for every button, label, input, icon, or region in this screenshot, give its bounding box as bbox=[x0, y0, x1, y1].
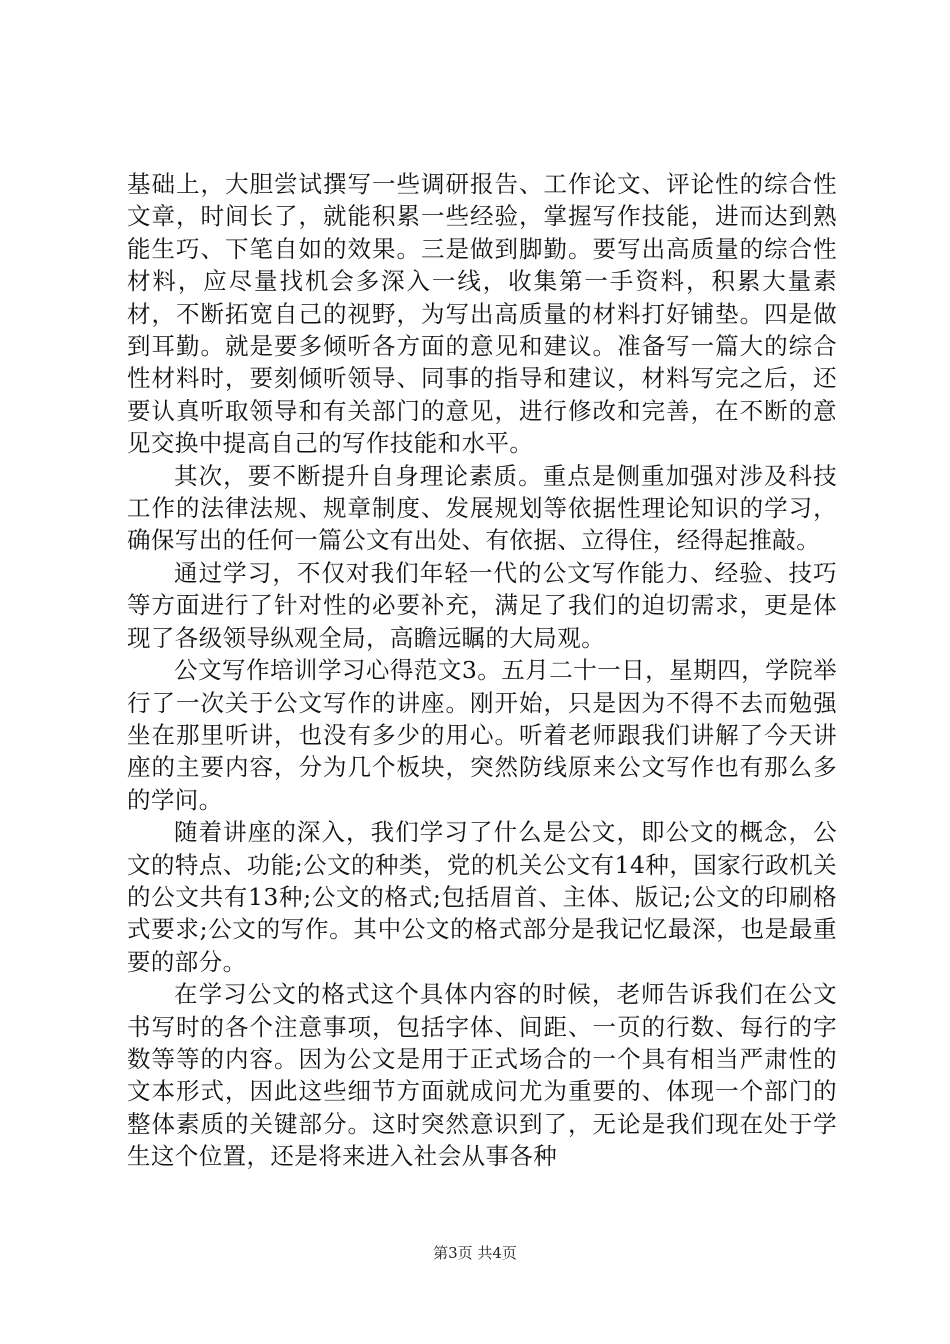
paragraph-5: 随着讲座的深入，我们学习了什么是公文，即公文的概念，公文的特点、功能;公文的种类，党的机关公文有14种，国家行政机关的公文共有13种;公文的格式;包括眉首、主体、版记;公文的印刷格式要求;公文的写作。其中公文的格式部分是我记忆最深，也是最重要的部分。 bbox=[127, 818, 837, 976]
paragraph-6: 在学习公文的格式这个具体内容的时候，老师告诉我们在公文书写时的各个注意事项，包括字体、间距、一页的行数、每行的字数等等的内容。因为公文是用于正式场合的一个具有相当严肃性的文本形式，因此这些细节方面就成问尤为重要的、体现一个部门的整体素质的关键部分。这时突然意识到了，无论是我们现在处于学生这个位置，还是将来进入社会从事各种 bbox=[127, 980, 837, 1171]
paragraph-1: 基础上，大胆尝试撰写一些调研报告、工作论文、评论性的综合性文章，时间长了，就能积累一些经验，掌握写作技能，进而达到熟能生巧、下笔自如的效果。三是做到脚勤。要写出高质量的综合性材料，应尽量找机会多深入一线，收集第一手资料，积累大量素材，不断拓宽自己的视野，为写出高质量的材料打好铺垫。四是做到耳勤。就是要多倾听各方面的意见和建议。准备写一篇大的综合性材料时，要刻倾听领导、同事的指导和建议，材料写完之后，还要认真听取领导和有关部门的意见，进行修改和完善，在不断的意见交换中提高自己的写作技能和水平。 bbox=[127, 170, 837, 458]
paragraph-2: 其次，要不断提升自身理论素质。重点是侧重加强对涉及科技工作的法律法规、规章制度、发展规划等依据性理论知识的学习，确保写出的任何一篇公文有出处、有依据、立得住，经得起推敲。 bbox=[127, 461, 837, 555]
paragraph-3: 通过学习，不仅对我们年轻一代的公文写作能力、经验、技巧等方面进行了针对性的必要补充，满足了我们的迫切需求，更是体现了各级领导纵观全局，高瞻远瞩的大局观。 bbox=[127, 558, 837, 652]
page-number-footer: 第3页 共4页 bbox=[433, 1244, 517, 1262]
paragraph-4: 公文写作培训学习心得范文3。五月二十一日，星期四，学院举行了一次关于公文写作的讲座。刚开始，只是因为不得不去而勉强坐在那里听讲，也没有多少的用心。听着老师跟我们讲解了今天讲座的主要内容，分为几个板块，突然防线原来公文写作也有那么多的学问。 bbox=[127, 656, 837, 814]
document-body bbox=[127, 168, 837, 1173]
